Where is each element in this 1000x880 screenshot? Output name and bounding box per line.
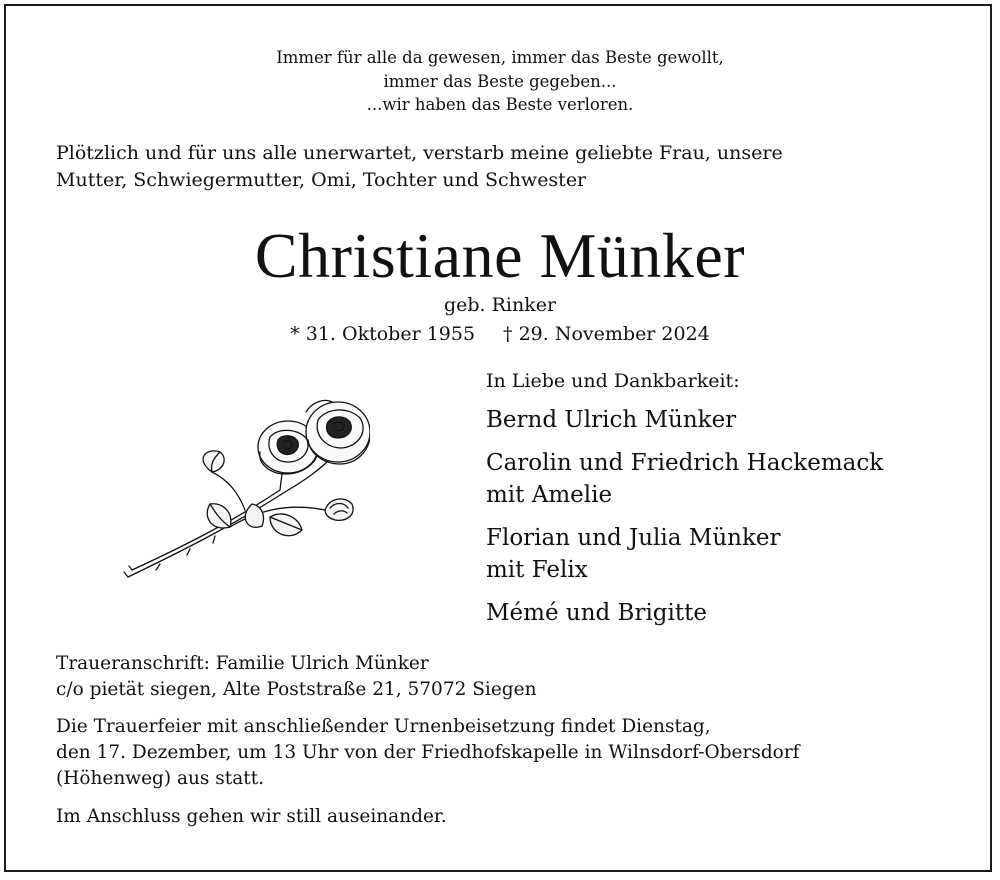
mourner-name: Bernd Ulrich Münker (486, 407, 737, 433)
motto-line: immer das Beste gegeben... (383, 71, 617, 91)
rose-icon (120, 392, 370, 592)
birth-name: geb. Rinker (443, 294, 557, 316)
mourners-heading: In Liebe und Dankbarkeit: (486, 370, 740, 392)
announcement-line: Plötzlich und für uns alle unerwartet, verstarb meine geliebte Frau, unsere (56, 142, 783, 164)
death-date: † 29. November 2024 (503, 323, 710, 345)
mourner-name: Florian und Julia Münker (486, 525, 781, 551)
mourner-companion: mit Amelie (486, 482, 613, 508)
motto-line: Immer für alle da gewesen, immer das Beste gewollt, (276, 48, 724, 67)
ceremony-line: (Höhenweg) aus statt. (56, 768, 265, 789)
birth-date: * 31. Oktober 1955 (290, 323, 476, 345)
mourner-companion: mit Felix (486, 557, 588, 583)
mourner-name: Mémé und Brigitte (486, 600, 707, 626)
mourner-entry (486, 447, 883, 511)
mourner-name: Carolin und Friedrich Hackemack (486, 450, 884, 476)
announcement-text (56, 140, 783, 194)
ceremony-info (56, 714, 800, 792)
address-line: c/o pietät siegen, Alte Poststraße 21, 57072 Siegen (56, 679, 537, 700)
ceremony-line: Die Trauerfeier mit anschließender Urnenbeisetzung findet Dienstag, (56, 716, 711, 737)
mourner-entry (486, 404, 736, 436)
address-line: Traueranschrift: Familie Ulrich Münker (56, 653, 429, 674)
mourner-entry (486, 522, 781, 586)
life-dates (0, 321, 1000, 347)
deceased-name: Christiane Münker (254, 220, 746, 291)
mourning-address (56, 651, 537, 703)
closing-note: Im Anschluss gehen wir still auseinander. (56, 806, 447, 827)
motto (0, 46, 1000, 117)
mourner-entry (486, 597, 707, 629)
motto-line: ...wir haben das Beste verloren. (366, 95, 634, 114)
ceremony-line: den 17. Dezember, um 13 Uhr von der Friedhofskapelle in Wilnsdorf-Obersdorf (56, 742, 800, 763)
announcement-line: Mutter, Schwiegermutter, Omi, Tochter und Schwester (56, 169, 587, 191)
